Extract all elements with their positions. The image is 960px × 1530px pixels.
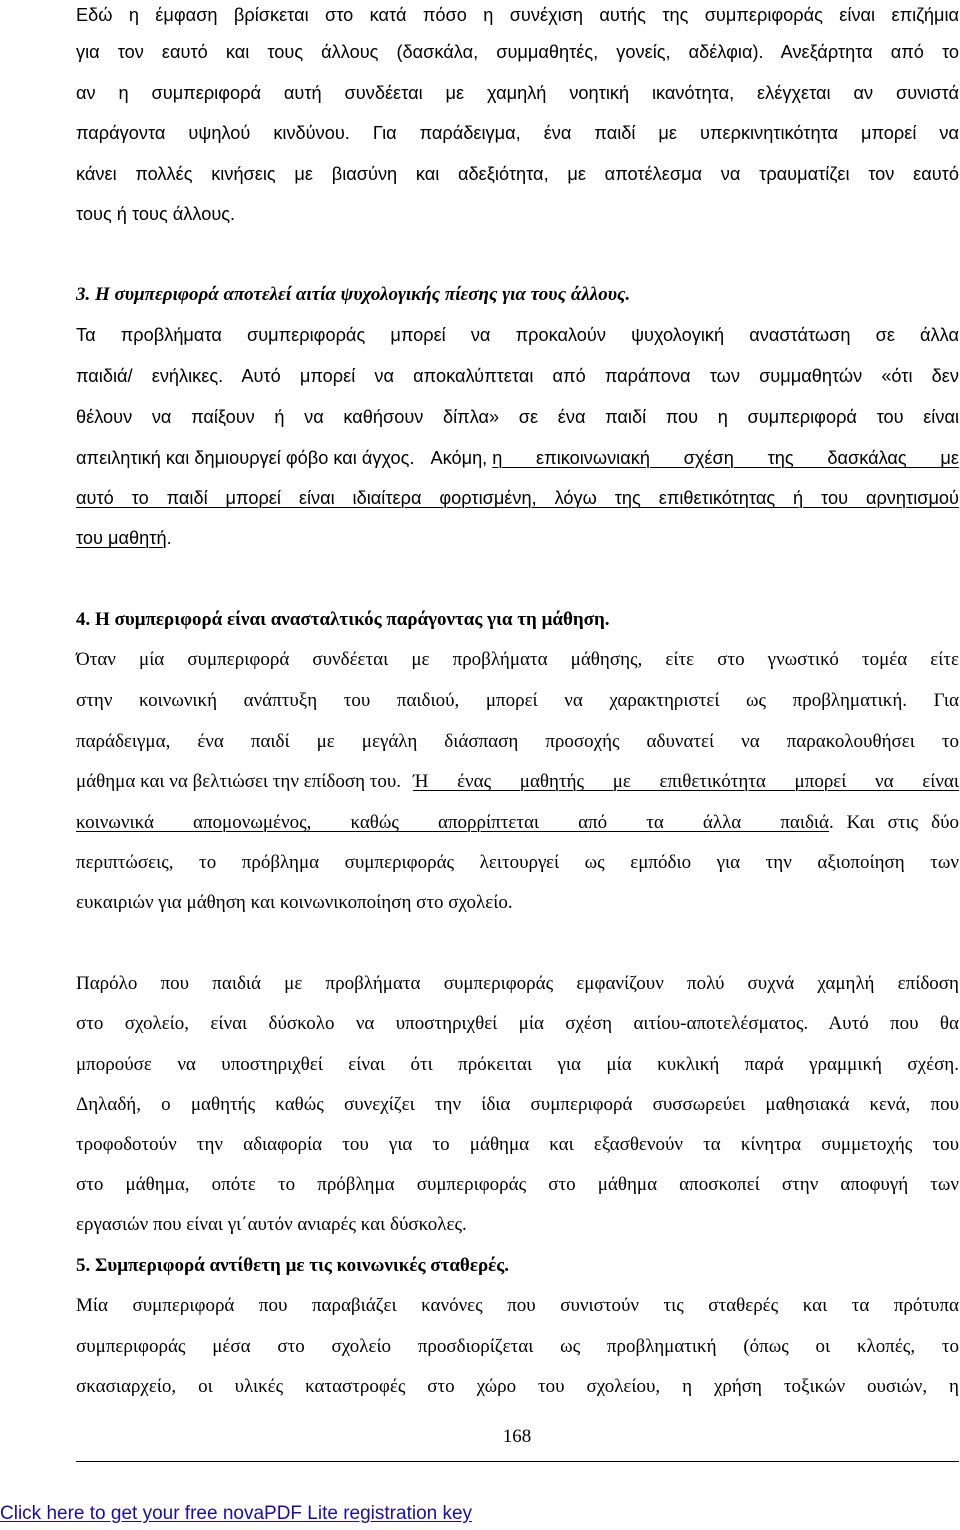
text-line: στην κοινωνική ανάπτυξη του παιδιού, μπορεί να χαρακτηριστεί ως προβληματική. Για [76,690,959,711]
text-line: μπορούσε να υποστηριχθεί είναι ότι πρόκειται για μία κυκλική παρά γραμμική σχέση. [76,1054,959,1075]
text-line: εργασιών που είναι γι΄αυτόν ανιαρές και δύσκολες. [76,1214,467,1235]
text-run: . Και στις δύο [829,812,959,833]
text-line: τους ή τους άλλους. [76,204,236,224]
text-line: Εδώ η έμφαση βρίσκεται στο κατά πόσο η συνέχιση αυτής της συμπεριφοράς είναι επιζήμια [76,5,959,25]
text-line: συμπεριφοράς μέσα στο σχολείο προσδιορίζεται ως προβληματική (όπως οι κλοπές, το [76,1336,959,1357]
underlined-text: αυτό το παιδί μπορεί είναι ιδιαίτερα φορτισμένη, λόγω της επιθετικότητας ή του αρνητισμού [76,488,959,508]
text-line: Δηλαδή, ο μαθητής καθώς συνεχίζει την ίδια συμπεριφορά συσσωρεύει μαθησιακά κενά, που [76,1094,959,1115]
text-line: στο σχολείο, είναι δύσκολο να υποστηριχθεί μία σχέση αιτίου-αποτελέσματος. Αυτό που θα [76,1013,959,1034]
text-line: περιπτώσεις, το πρόβλημα συμπεριφοράς λειτουργεί ως εμπόδιο για την αξιοποίηση των [76,852,959,873]
page-number: 168 [502,1426,532,1447]
section-heading-5: 5. Συμπεριφορά αντίθετη με τις κοινωνικές σταθερές. [76,1255,510,1276]
text-run: Ακόμη, [430,448,488,468]
text-line: Τα προβλήματα συμπεριφοράς μπορεί να προκαλούν ψυχολογική αναστάτωση σε άλλα [76,325,959,345]
text-line: αν η συμπεριφορά αυτή συνδέεται με χαμηλή νοητική ικανότητα, ελέγχεται αν συνιστά [76,83,959,103]
text-line: Μία συμπεριφορά που παραβιάζει κανόνες που συνιστούν τις σταθερές και τα πρότυπα [76,1295,959,1316]
text-line: τροφοδοτούν την αδιαφορία του για το μάθημα και εξασθενούν τα κίνητρα συμμετοχής του [76,1134,959,1155]
underlined-text: η επικοινωνιακή σχέση της δασκάλας με [492,448,959,468]
text-line [76,808,959,838]
text-run: απειλητική και δημιουργεί φόβο και άγχος. [76,448,415,468]
text-line: κάνει πολλές κινήσεις με βιασύνη και αδεξιότητα, με αποτέλεσμα να τραυματίζει τον εαυτό [76,164,959,184]
text-line: θέλουν να παίξουν ή να καθήσουν δίπλα» σε ένα παιδί που η συμπεριφορά του είναι [76,407,959,427]
section-heading-3: 3. Η συμπεριφορά αποτελεί αιτία ψυχολογικής πίεσης για τους άλλους. [76,284,631,305]
text-run: . [166,528,172,548]
underlined-text: του μαθητή [76,528,167,548]
text-line: παράδειγμα, ένα παιδί με μεγάλη διάσπαση προσοχής αδυνατεί να παρακολουθήσει το [76,731,959,752]
text-line: παιδιά/ ενήλικες. Αυτό μπορεί να αποκαλύπτεται από παράπονα των συμμαθητών «ότι δεν [76,366,959,386]
text-line: στο μάθημα, οπότε το πρόβλημα συμπεριφοράς στο μάθημα αποσκοπεί στην αποφυγή των [76,1174,959,1195]
underlined-text: Ή ένας μαθητής με επιθετικότητα μπορεί να είναι [413,771,959,792]
text-run: μάθημα και να βελτιώσει την επίδοση του. [76,771,402,792]
text-line: ευκαιριών για μάθηση και κοινωνικοποίηση στο σχολείο. [76,892,513,913]
novapdf-registration-link[interactable]: Click here to get your free novaPDF Lite registration key [0,1503,473,1524]
text-line [76,523,959,553]
text-line: για τον εαυτό και τους άλλους (δασκάλα, συμμαθητές, γονείς, αδέλφια). Ανεξάρτητα από το [76,42,959,62]
underlined-text: κοινωνικά απομονωμένος, καθώς απορρίπτεται από τα άλλα παιδιά [76,812,829,833]
text-line: Παρόλο που παιδιά με προβλήματα συμπεριφοράς εμφανίζουν πολύ συχνά χαμηλή επίδοση [76,973,959,994]
text-line: Όταν μία συμπεριφορά συνδέεται με προβλήματα μάθησης, είτε στο γνωστικό τομέα είτε [76,649,959,670]
section-heading-4: 4. Η συμπεριφορά είναι ανασταλτικός παράγοντας για τη μάθηση. [76,609,610,630]
text-line: σκασιαρχείο, οι υλικές καταστροφές στο χώρο του σχολείου, η χρήση τοξικών ουσιών, η [76,1376,959,1397]
text-line [76,767,959,797]
text-line: παράγοντα υψηλού κινδύνου. Για παράδειγμα, ένα παιδί με υπερκινητικότητα μπορεί να [76,123,959,143]
text-line [76,443,959,473]
footer-divider [76,1461,959,1462]
